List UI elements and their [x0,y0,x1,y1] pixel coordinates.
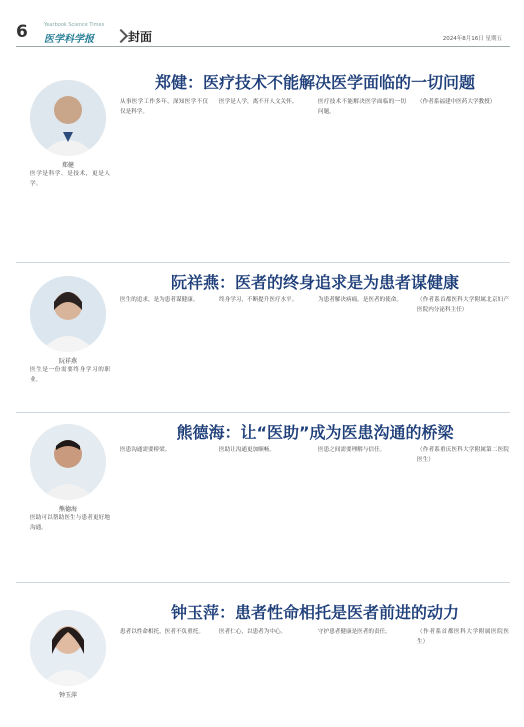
article-1 [0,58,524,290]
portrait-caption: 熊德海 [58,506,77,513]
article-column: 医者仁心，以患者为中心。 [219,629,287,635]
article-2 [0,262,524,412]
issue-date: 2024年8月16日 星期五 [442,36,502,42]
article-column: 医患之间需要理解与信任。 [318,447,386,453]
article-column: 患者以性命相托，医者不负重托。 [120,629,204,635]
article-column: 医疗技术不能解决医学面临的一切问题。 [318,99,406,115]
article-column: 医生的追求，是为患者谋健康。 [120,297,199,303]
article-column: 医学是人学，离不开人文关怀。 [219,99,298,105]
article-column: 为患者解决病痛，是医者的使命。 [318,297,402,303]
article-column: （作者系首都医科大学附属北京妇产医院内分泌科主任） [417,297,509,313]
article-column: 医患沟通需要桥梁。 [120,447,171,453]
article-column: （作者系重庆医科大学附属第二医院医生） [417,447,509,463]
article-title: 郑健：医疗技术不能解决医学面临的一切问题 [154,73,475,92]
article-column: 从事医学工作多年，深知医学不仅仅是科学。 [120,99,208,115]
article-3 [0,412,524,582]
portrait-caption: 钟玉萍 [58,692,77,699]
article-title: 钟玉萍：患者性命相托是医者前进的动力 [170,603,459,622]
person-portrait-icon [30,276,106,352]
article-4 [0,582,524,727]
section-label: 封面 [128,30,153,44]
person-portrait-icon [30,80,106,156]
article-title: 阮祥燕：医者的终身追求是为患者谋健康 [170,273,459,292]
article-column: 守护患者健康是医者的责任。 [318,629,391,635]
article-lead-text: 医学是科学、是技术，更是人学。 [30,171,110,187]
article-column: 医助让沟通更加顺畅。 [219,447,275,453]
page-header [0,0,524,44]
person-portrait-icon [30,610,106,686]
article-lead-text: 医生是一份需要终身学习的职业。 [30,367,110,383]
article-column: （作者系首都医科大学附属医院医生） [417,629,509,645]
portrait-caption: 郑健 [61,162,74,169]
article-column: （作者系福建中医药大学教授） [417,99,496,105]
chevron-right-icon [114,29,128,43]
article-column: 终身学习，不断提升医疗水平。 [219,297,298,303]
article-title: 熊德海：让“医助”成为医患沟通的桥梁 [176,423,454,442]
person-portrait-icon [30,424,106,500]
portrait-caption: 阮祥燕 [58,358,77,365]
article-lead-text: 医助可以帮助医生与患者更好地沟通。 [30,515,110,531]
brand-logo: 医学科学报 [44,34,94,45]
page-number: 6 [16,22,28,42]
brand-subtitle: Yearbook Science Times [44,22,105,28]
header-rule [16,46,510,47]
